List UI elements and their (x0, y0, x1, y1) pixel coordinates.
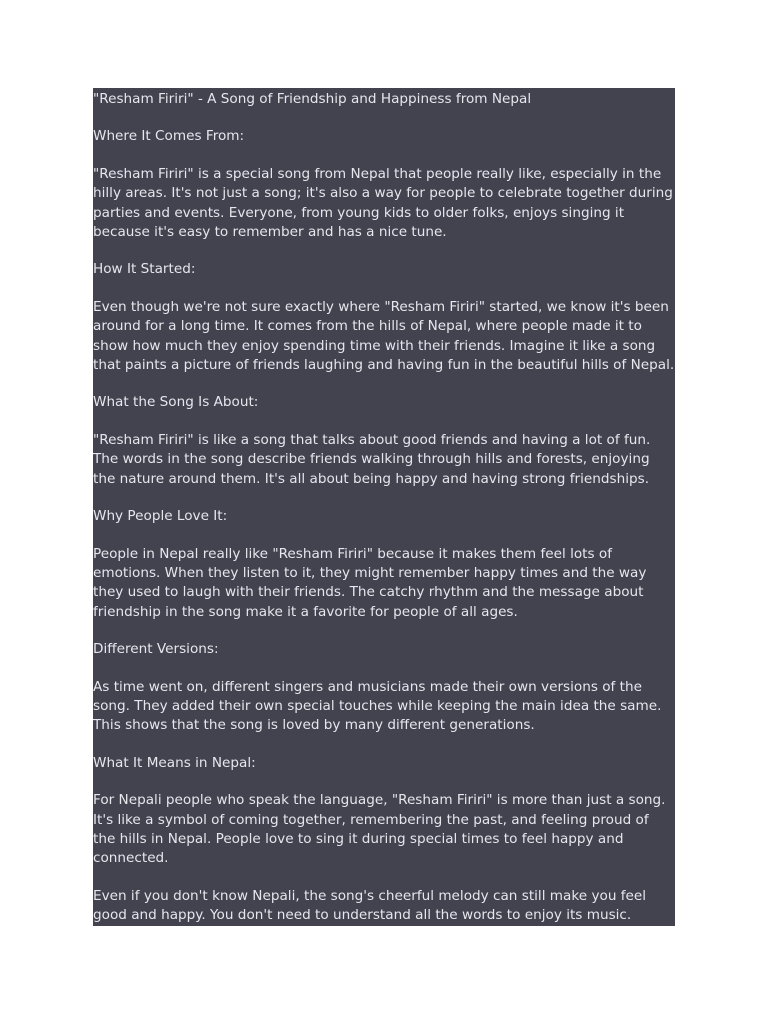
document-page (93, 88, 675, 926)
section-heading-meaning: What the Song Is About: (93, 394, 259, 411)
section-heading-origin: Where It Comes From: (93, 128, 245, 145)
section-paragraph: Even though we're not sure exactly where "Resham Firiri" started, we know it's been around for a long time. It comes from the hills of Nepal, where people made it to show how much they enjoy spending time with their friends. Imagine it like a song that paints a picture of friends laughing and having fun in the beautiful hills of Nepal. (93, 298, 675, 374)
section-paragraph: As time went on, different singers and musicians made their own versions of the song. They added their own special touches while keeping the main idea the same. This shows that the song is loved by many different generations. (93, 678, 662, 734)
section-heading-versions: Different Versions: (93, 641, 219, 658)
section-paragraph: People in Nepal really like "Resham Firiri" because it makes them feel lots of emotions. When they listen to it, they might remember happy times and the way they used to laugh with their friends. The catchy rhythm and the message about friendship in the song make it a favorite for people of all ages. (93, 545, 647, 620)
section-paragraph: For Nepali people who speak the language, "Resham Firiri" is more than just a song. It's like a symbol of coming together, remembering the past, and feeling proud of the hills in Nepal. People love to sing it during special times to feel happy and connected. (93, 792, 666, 867)
section-heading-history: How It Started: (93, 261, 196, 278)
section-paragraph: "Resham Firiri" is like a song that talks about good friends and having a lot of fun. The words in the song describe friends walking through hills and forests, enjoying the nature around them. It's all about being happy and having strong friendships. (93, 431, 651, 487)
document-title: "Resham Firiri" - A Song of Friendship and Happiness from Nepal (93, 91, 532, 107)
section-paragraph: "Resham Firiri" is a special song from Nepal that people really like, especially in the hilly areas. It's not just a song; it's also a way for people to celebrate together during parties and events. Everyone, from young kids to older folks, enjoys singing it because it's easy to remember and has a nice tune. (93, 165, 673, 241)
section-heading-significance: What It Means in Nepal: (93, 754, 256, 771)
section-heading-popularity: Why People Love It: (93, 508, 228, 525)
section-paragraph: Even if you don't know Nepali, the song's cheerful melody can still make you feel good and happy. You don't need to understand all the words to enjoy its music. (93, 887, 647, 924)
